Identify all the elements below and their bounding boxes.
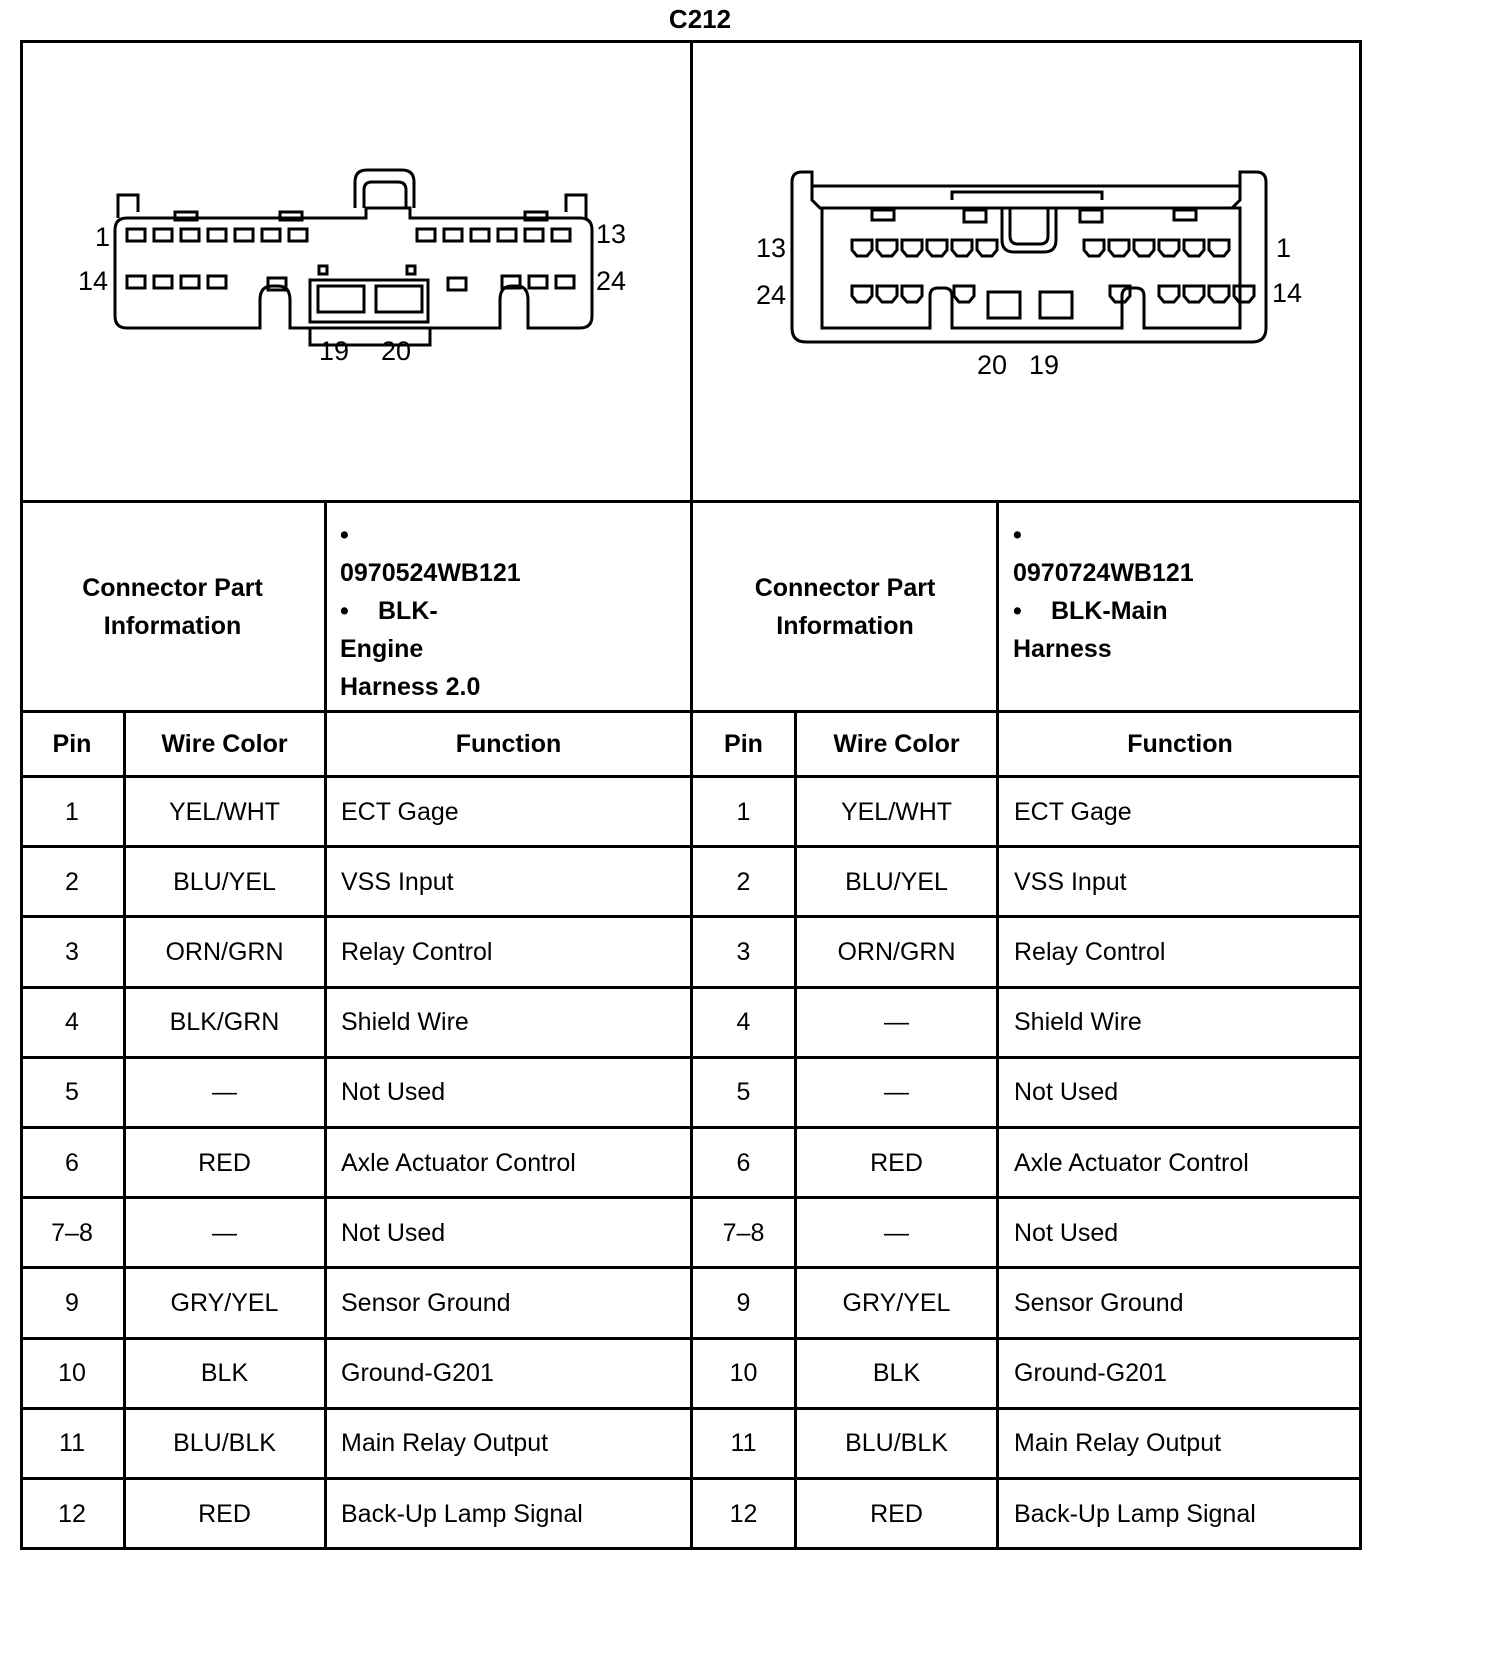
right-row-pin: 1 — [736, 797, 751, 826]
bullet: • — [1013, 597, 1022, 625]
pin-cavity — [852, 286, 872, 302]
right-row-pin: 10 — [729, 1359, 758, 1388]
bullet: • — [340, 597, 349, 625]
right-row-wire: — — [884, 1218, 909, 1247]
left-pin-label-bottom-right: 24 — [596, 266, 627, 296]
right-row-wire: RED — [870, 1499, 923, 1528]
left-pin-label-19: 19 — [318, 336, 350, 366]
right-row-pin: 3 — [736, 937, 751, 966]
left-row-pin: 1 — [65, 797, 79, 826]
left-connector-diagram — [20, 40, 690, 500]
right-part-description: BLK-Main Harness — [1013, 597, 1168, 663]
pin-cavity — [877, 240, 897, 256]
left-row-wire: GRY/YEL — [170, 1288, 279, 1317]
left-row-pin: 10 — [58, 1359, 86, 1388]
pin-cavity — [262, 229, 280, 241]
left-row-wire: RED — [198, 1148, 251, 1177]
right-row-function: Not Used — [1014, 1218, 1119, 1247]
left-row-pin: 6 — [65, 1148, 79, 1177]
pin-cavity — [1159, 286, 1179, 302]
left-row-pin: 3 — [65, 937, 79, 966]
right-part-number: 0970724WB121 — [1013, 559, 1194, 587]
right-row-wire: — — [884, 1008, 909, 1037]
pin-cavity — [902, 286, 922, 302]
right-row-wire: BLK — [872, 1359, 921, 1388]
left-row-function: Back-Up Lamp Signal — [341, 1499, 583, 1528]
left-part-description: BLK-Engine — [340, 597, 438, 663]
pin-cavity — [181, 229, 199, 241]
right-row-pin: 5 — [736, 1078, 751, 1107]
bullet: • — [340, 521, 349, 549]
right-row-pin: 7–8 — [722, 1218, 765, 1247]
pin-cavity — [529, 276, 547, 288]
right-row-wire: BLU/BLK — [845, 1429, 948, 1458]
left-header-function: Function — [455, 730, 562, 758]
left-header-pin: Pin — [52, 730, 92, 758]
left-row-wire: BLK — [200, 1359, 249, 1388]
left-part-info-label: Connector Part Information — [82, 574, 263, 640]
left-row-wire: YEL/WHT — [168, 797, 281, 826]
pin-cavity — [154, 229, 172, 241]
left-row-pin: 7–8 — [51, 1218, 93, 1247]
left-row-pin: 11 — [59, 1429, 85, 1458]
left-pin-label-bottom-left: 14 — [77, 266, 108, 296]
bullet: • — [1013, 521, 1022, 549]
right-header-pin: Pin — [724, 730, 763, 758]
pin-cavity — [1134, 240, 1154, 256]
right-row-pin: 12 — [729, 1499, 758, 1528]
right-pin-label-20: 20 — [976, 350, 1008, 380]
left-part-description-cont: Harness 2.0 — [340, 673, 481, 701]
right-part-info — [1013, 516, 1194, 668]
right-row-function: Not Used — [1014, 1078, 1119, 1107]
pin-cavity — [208, 276, 226, 288]
left-pin-label-top-left: 1 — [94, 222, 110, 252]
right-row-function: Shield Wire — [1014, 1008, 1142, 1037]
left-row-function: Axle Actuator Control — [341, 1148, 576, 1177]
right-row-function: Ground-G201 — [1014, 1359, 1167, 1388]
connector-title: C212 — [668, 4, 732, 34]
left-header-wire-color: Wire Color — [161, 730, 288, 758]
left-pin-label-top-right: 13 — [596, 219, 627, 249]
pin-cavity — [1209, 240, 1229, 256]
right-row-wire: RED — [870, 1148, 923, 1177]
pin-cavity — [877, 286, 897, 302]
left-row-wire: BLK/GRN — [169, 1008, 280, 1037]
left-part-number: 0970524WB121 — [340, 559, 521, 587]
right-row-function: Axle Actuator Control — [1014, 1148, 1249, 1177]
pin-cavity — [127, 276, 145, 288]
left-row-wire: ORN/GRN — [165, 937, 284, 966]
left-row-function: Relay Control — [341, 937, 493, 966]
table-rule — [794, 710, 797, 1549]
left-pin-label-20: 20 — [380, 336, 412, 366]
table-rule — [20, 40, 23, 1549]
left-row-function: Ground-G201 — [341, 1359, 494, 1388]
right-header-function: Function — [1127, 730, 1233, 758]
pin-cavity — [902, 240, 922, 256]
right-row-pin: 4 — [736, 1008, 751, 1037]
pin-cavity — [1209, 286, 1229, 302]
table-rule — [690, 40, 693, 1549]
left-row-pin: 5 — [65, 1078, 79, 1107]
pin-cavity — [525, 229, 543, 241]
pin-cavity — [852, 240, 872, 256]
right-connector-diagram — [692, 40, 1362, 500]
pin-cavity — [1184, 286, 1204, 302]
pin-cavity — [954, 286, 974, 302]
left-row-function: VSS Input — [341, 867, 454, 896]
left-row-function: ECT Gage — [341, 797, 459, 826]
right-row-function: Back-Up Lamp Signal — [1014, 1499, 1256, 1528]
right-row-function: Main Relay Output — [1014, 1429, 1222, 1458]
left-row-wire: BLU/BLK — [173, 1429, 276, 1458]
right-header-wire-color: Wire Color — [833, 730, 960, 758]
right-row-function: VSS Input — [1014, 867, 1127, 896]
right-row-wire: GRY/YEL — [842, 1288, 951, 1317]
pin-cavity — [556, 276, 574, 288]
right-pin-label-bottom-left: 24 — [755, 280, 786, 310]
table-rule — [996, 500, 999, 1549]
left-row-wire: RED — [198, 1499, 251, 1528]
pin-cavity — [1159, 240, 1179, 256]
pin-cavity — [289, 229, 307, 241]
right-row-wire: — — [884, 1078, 909, 1107]
right-row-pin: 2 — [736, 867, 751, 896]
pin-cavity — [127, 229, 145, 241]
pin-cavity — [154, 276, 172, 288]
right-row-function: Relay Control — [1014, 937, 1166, 966]
left-row-function: Sensor Ground — [341, 1288, 511, 1317]
right-row-function: ECT Gage — [1014, 797, 1132, 826]
pin-cavity — [471, 229, 489, 241]
table-rule — [123, 710, 126, 1549]
pin-cavity — [208, 229, 226, 241]
pin-cavity — [181, 276, 199, 288]
left-row-pin: 9 — [65, 1288, 79, 1317]
right-row-wire: ORN/GRN — [837, 937, 956, 966]
right-row-wire: BLU/YEL — [845, 867, 948, 896]
pin-cavity — [498, 229, 516, 241]
right-row-function: Sensor Ground — [1014, 1288, 1184, 1317]
pin-cavity — [552, 229, 570, 241]
left-row-wire: — — [212, 1218, 237, 1247]
right-part-info-label: Connector Part Information — [754, 574, 936, 640]
pin-cavity — [235, 229, 253, 241]
left-part-info — [340, 516, 521, 706]
pin-cavity — [952, 240, 972, 256]
pin-cavity — [1234, 286, 1254, 302]
right-row-wire: YEL/WHT — [840, 797, 953, 826]
table-rule — [324, 500, 327, 1549]
right-pin-label-top-left: 13 — [755, 233, 786, 263]
left-row-function: Not Used — [341, 1218, 446, 1247]
right-row-pin: 11 — [730, 1429, 757, 1458]
pin-cavity — [1184, 240, 1204, 256]
right-row-pin: 6 — [736, 1148, 751, 1177]
left-row-wire: — — [212, 1078, 237, 1107]
left-row-wire: BLU/YEL — [173, 867, 276, 896]
pin-cavity — [1084, 240, 1104, 256]
pin-cavity — [444, 229, 462, 241]
table-rule — [1359, 40, 1362, 1549]
left-row-pin: 2 — [65, 867, 79, 896]
pin-cavity — [977, 240, 997, 256]
pin-cavity — [417, 229, 435, 241]
right-pin-label-bottom-right: 14 — [1272, 278, 1303, 308]
pin-cavity — [927, 240, 947, 256]
pin-cavity — [1109, 240, 1129, 256]
left-row-function: Shield Wire — [341, 1008, 469, 1037]
left-row-pin: 12 — [58, 1499, 86, 1528]
left-row-function: Main Relay Output — [341, 1429, 549, 1458]
right-row-pin: 9 — [736, 1288, 751, 1317]
right-pin-label-top-right: 1 — [1276, 233, 1292, 263]
left-row-function: Not Used — [341, 1078, 446, 1107]
left-row-pin: 4 — [65, 1008, 79, 1037]
right-pin-label-19: 19 — [1028, 350, 1060, 380]
